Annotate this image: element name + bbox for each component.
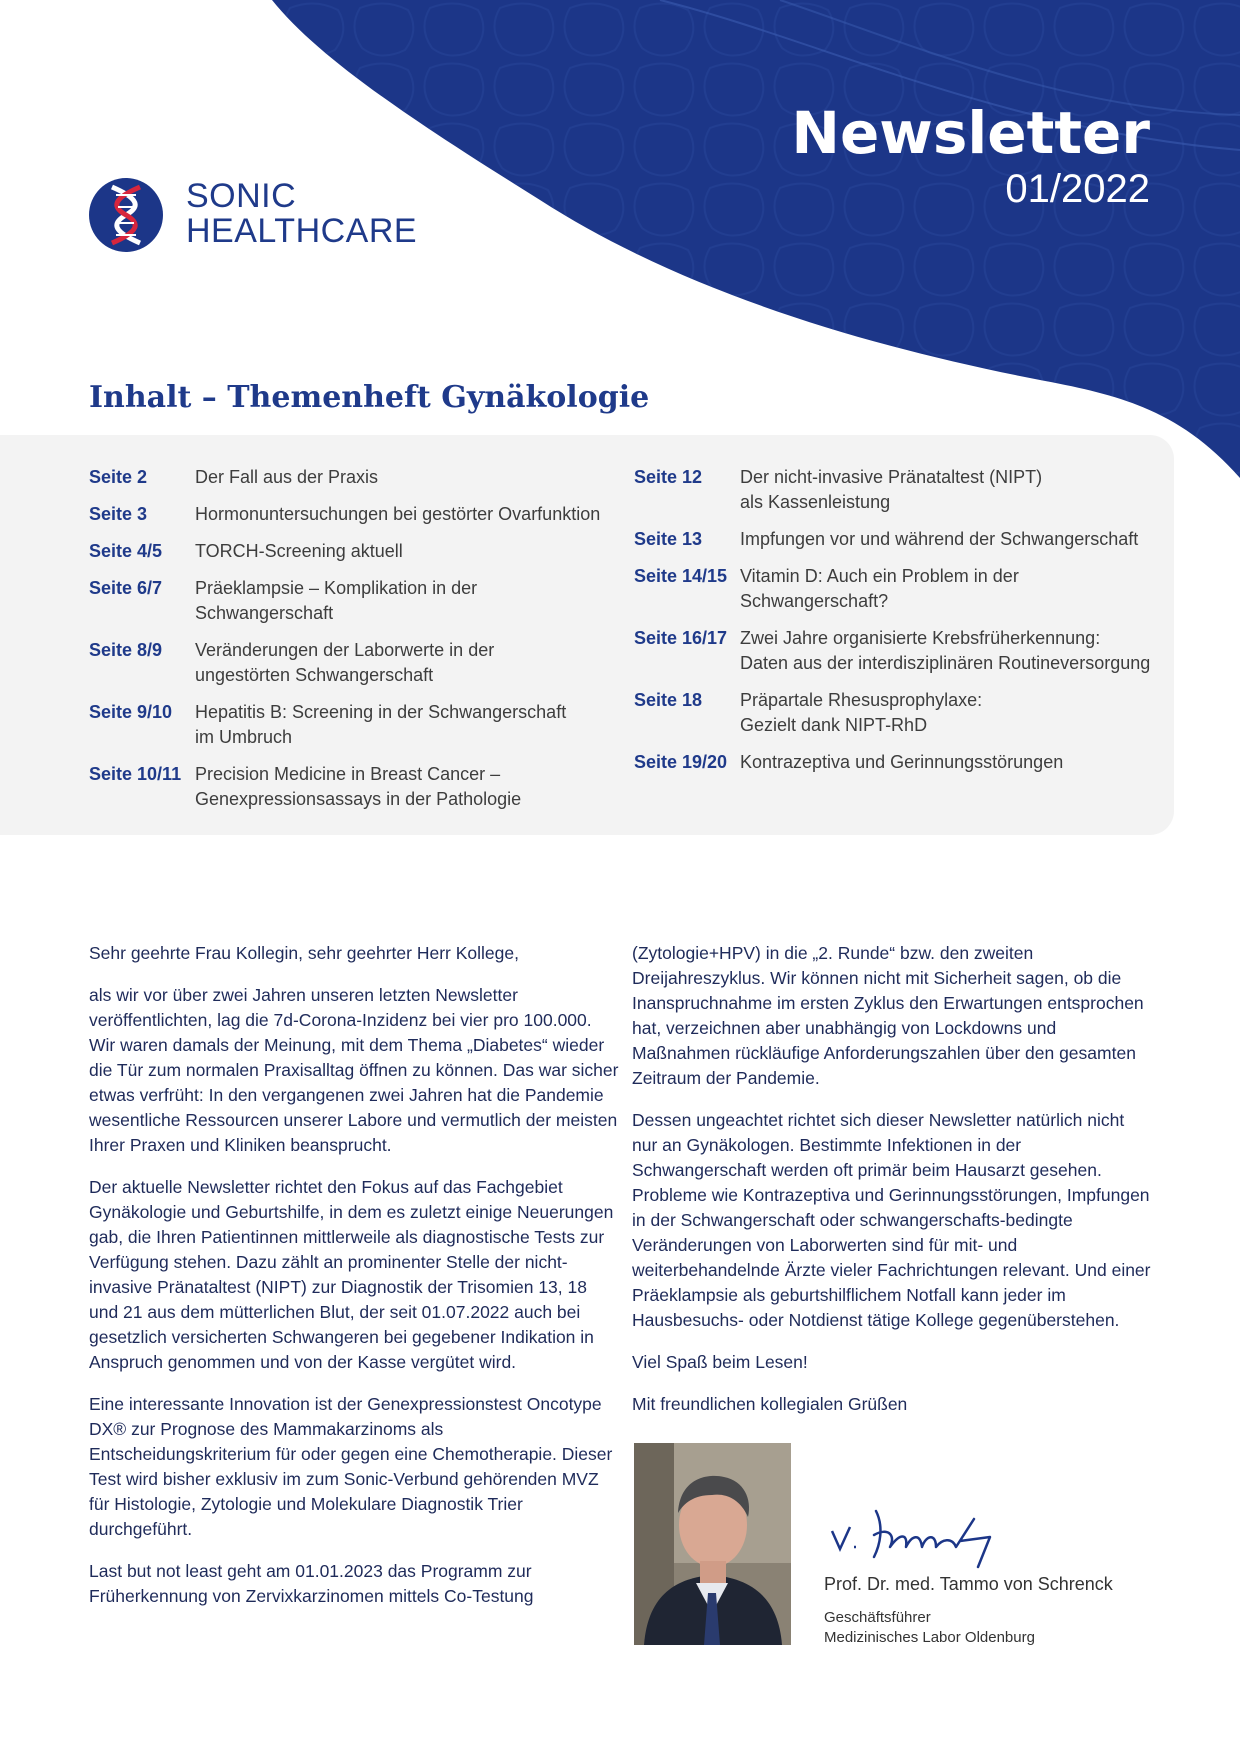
letter-paragraph: Last but not least geht am 01.01.2023 das Programm zur Früherkennung von Zervixkarzinomen mittels Co-Testung (89, 1561, 534, 1606)
toc-title: Präpartale Rhesusprophylaxe: Gezielt dank NIPT-RhD (740, 690, 983, 735)
author-portrait-photo (634, 1443, 791, 1645)
toc-page-number: Seite 8/9 (89, 640, 163, 660)
toc-item[interactable] (634, 465, 1174, 515)
toc-page-number: Seite 18 (634, 690, 703, 710)
toc-panel (0, 435, 1174, 835)
toc-title: TORCH-Screening aktuell (195, 541, 403, 561)
toc-title: Der nicht-invasive Pränataltest (NIPT) als Kassenleistung (740, 467, 1043, 512)
toc-page-number: Seite 14/15 (634, 566, 728, 586)
toc-item[interactable] (634, 688, 1174, 738)
toc-title: Precision Medicine in Breast Cancer – Genexpressionsassays in der Pathologie (195, 764, 522, 809)
letter-column-left (89, 941, 619, 1626)
toc-item[interactable] (89, 638, 629, 688)
toc-item[interactable] (89, 465, 629, 490)
toc-page-number: Seite 9/10 (89, 702, 173, 722)
toc-item[interactable] (634, 626, 1174, 676)
toc-column-right (634, 465, 1174, 787)
toc-title: Der Fall aus der Praxis (195, 467, 379, 487)
toc-item[interactable] (634, 527, 1174, 552)
toc-item[interactable] (634, 564, 1174, 614)
toc-page-number: Seite 10/11 (89, 764, 182, 784)
newsletter-issue: 01/2022 (1005, 167, 1150, 211)
signatory-title: Geschäftsführer (824, 1609, 931, 1626)
toc-page-number: Seite 16/17 (634, 628, 728, 648)
newsletter-title: Newsletter (791, 99, 1150, 167)
toc-title: Hepatitis B: Screening in der Schwangerschaft im Umbruch (195, 702, 567, 747)
toc-column-left (89, 465, 629, 824)
toc-item[interactable] (89, 539, 629, 564)
letter-paragraph: Mit freundlichen kollegialen Grüßen (632, 1394, 908, 1414)
toc-page-number: Seite 3 (89, 504, 148, 524)
brand-logo (88, 177, 488, 257)
toc-page-number: Seite 13 (634, 529, 703, 549)
letter-paragraph: Eine interessante Innovation ist der Genexpressionstest Oncotype DX® zur Prognose des Mammakarzinoms als Entscheidungskriterium für oder gegen eine Chemotherapie. Dieser Test wird bisher exklusiv im zum Sonic-Verbund gehörenden MVZ für Histologie, Zytologie und Molekulare Diagnostik Trier durchgeführt. (89, 1394, 613, 1539)
toc-page-number: Seite 12 (634, 467, 703, 487)
newsletter-title-block (791, 98, 1150, 214)
letter-paragraph: Viel Spaß beim Lesen! (632, 1352, 808, 1372)
sonic-helix-logo-icon (88, 177, 164, 253)
toc-item[interactable] (89, 502, 629, 527)
toc-item[interactable] (634, 750, 1174, 775)
toc-title: Zwei Jahre organisierte Krebsfrüherkennung: Daten aus der interdisziplinären Routineversorgung (740, 628, 1151, 673)
toc-title: Vitamin D: Auch ein Problem in der Schwangerschaft? (740, 566, 1019, 611)
toc-title: Präeklampsie – Komplikation in der Schwangerschaft (195, 578, 478, 623)
letter-paragraph: Sehr geehrte Frau Kollegin, sehr geehrter Herr Kollege, (89, 943, 519, 963)
toc-item[interactable] (89, 762, 629, 812)
handwritten-signature (828, 1497, 1008, 1572)
toc-item[interactable] (89, 700, 629, 750)
signatory-name: Prof. Dr. med. Tammo von Schrenck (824, 1574, 1113, 1594)
toc-title: Impfungen vor und während der Schwangerschaft (740, 529, 1139, 549)
toc-page-number: Seite 2 (89, 467, 148, 487)
letter-paragraph: Der aktuelle Newsletter richtet den Fokus auf das Fachgebiet Gynäkologie und Geburtshilfe, in dem es zuletzt einige Neuerungen gab, die Ihren Patientinnen mittlerweile als diagnostische Tests zur Verfügung stehen. Dazu zählt an prominenter Stelle der nicht-invasive Pränataltest (NIPT) zur Diagnostik der Trisomien 13, 18 und 21 aus dem mütterlichen Blut, der seit 01.07.2022 auch bei gesetzlich versicherten Schwangeren bei gegebener Indikation in Anspruch genommen und von der Kasse vergütet wird. (89, 1177, 614, 1372)
toc-title: Veränderungen der Laborwerte in der ungestörten Schwangerschaft (195, 640, 495, 685)
signatory-role (824, 1608, 1035, 1648)
brand-line-2: HEALTHCARE (186, 212, 418, 250)
brand-name (186, 179, 417, 249)
toc-title: Hormonuntersuchungen bei gestörter Ovarfunktion (195, 504, 601, 524)
brand-line-1: SONIC (186, 177, 297, 215)
toc-title: Kontrazeptiva und Gerinnungsstörungen (740, 752, 1064, 772)
toc-page-number: Seite 4/5 (89, 541, 163, 561)
letter-paragraph: (Zytologie+HPV) in die „2. Runde“ bzw. den zweiten Dreijahreszyklus. Wir können nicht mit Sicherheit sagen, ob die Inanspruchnahme im ersten Zyklus den Erwartungen entsprochen hat, verzeichnen aber unabhängig von Lockdowns und Maßnahmen rückläufige Anforderungszahlen über den gesamten Zeitraum der Pandemie. (632, 943, 1144, 1088)
letter-paragraph: als wir vor über zwei Jahren unseren letzten Newsletter veröffentlichten, lag die 7d-Corona-Inzidenz bei vier pro 100.000. Wir waren damals der Meinung, mit dem Thema „Diabetes“ wieder die Tür zum normalen Praxisalltag öffnen zu können. Das war sicher etwas verfrüht: In den vergangenen zwei Jahren hat die Pandemie wesentliche Ressourcen unserer Labore und vermutlich der meisten Ihrer Praxen und Kliniken beansprucht. (89, 985, 619, 1155)
letter-paragraph: Dessen ungeachtet richtet sich dieser Newsletter natürlich nicht nur an Gynäkologen. Bestimmte Infektionen in der Schwangerschaft werden oft primär beim Hausarzt gesehen. Probleme wie Kontrazeptiva und Gerinnungsstörungen, Impfungen in der Schwangerschaft oder schwangerschafts-bedingte Veränderungen von Laborwerten sind für mit- und weiterbehandelnde Ärzte vieler Fachrichtungen relevant. Und einer Präeklampsie als geburtshilflichem Notfall kann jeder im Hausbesuchs- oder Notdienst tätige Kollege gegenüberstehen. (632, 1110, 1151, 1330)
toc-page-number: Seite 19/20 (634, 752, 728, 772)
toc-page-number: Seite 6/7 (89, 578, 163, 598)
toc-item[interactable] (89, 576, 629, 626)
letter-column-right (632, 941, 1152, 1434)
toc-heading: Inhalt – Themenheft Gynäkologie (89, 380, 650, 415)
signatory-organization: Medizinisches Labor Oldenburg (824, 1629, 1035, 1646)
